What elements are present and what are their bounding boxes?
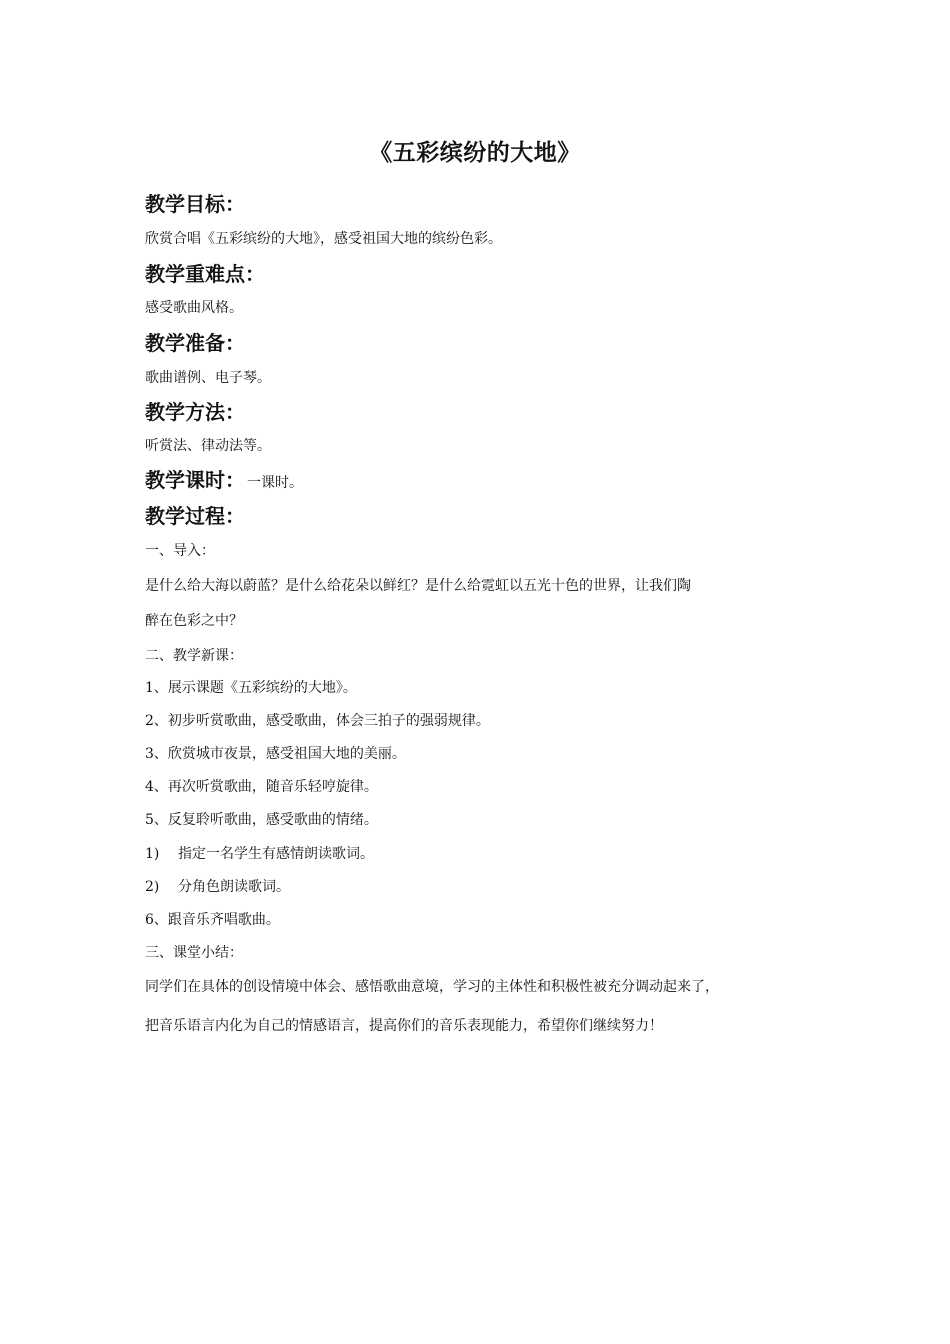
intro-title: 一、导入：: [145, 543, 215, 559]
heading-class-hours: [145, 464, 303, 493]
heading-teaching-goal: 教学目标：: [145, 192, 245, 216]
heading-key-points: 教学重难点：: [145, 262, 265, 286]
sub-step-1: [145, 843, 374, 863]
summary-line-1: 同学们在具体的创设情境中体会、感悟歌曲意境，学习的主体性和积极性被充分调动起来了，: [145, 979, 719, 995]
intro-line-2: 醉在色彩之中？: [145, 613, 243, 629]
sub-step-1-number: 1): [145, 846, 160, 862]
heading-process: 教学过程：: [145, 504, 245, 528]
step-5: 5、反复聆听歌曲，感受歌曲的情绪。: [145, 812, 378, 828]
text-class-hours: 一课时。: [247, 475, 303, 491]
text-teaching-goal: 欣赏合唱《五彩缤纷的大地》，感受祖国大地的缤纷色彩。: [145, 231, 502, 247]
sub-step-2: [145, 876, 290, 896]
step-4: 4、再次听赏歌曲，随音乐轻哼旋律。: [145, 779, 378, 795]
text-preparation: 歌曲谱例、电子琴。: [145, 370, 271, 386]
summary-title: 三、课堂小结：: [145, 945, 243, 961]
step-2: 2、初步听赏歌曲，感受歌曲，体会三拍子的强弱规律。: [145, 713, 490, 729]
step-6: 6、跟音乐齐唱歌曲。: [145, 912, 280, 928]
sub-step-2-number: 2): [145, 879, 160, 895]
heading-class-hours-label: 教学课时：: [145, 468, 245, 492]
sub-step-2-text: 分角色朗读歌词。: [178, 879, 290, 895]
step-1: 1、展示课题《五彩缤纷的大地》。: [145, 680, 357, 696]
document-title: 《五彩缤纷的大地》: [369, 140, 581, 166]
sub-step-1-text: 指定一名学生有感情朗读歌词。: [178, 846, 374, 862]
step-3: 3、欣赏城市夜景，感受祖国大地的美丽。: [145, 746, 406, 762]
summary-line-2: 把音乐语言内化为自己的情感语言，提高你们的音乐表现能力，希望你们继续努力！: [145, 1018, 663, 1034]
text-key-points: 感受歌曲风格。: [145, 300, 243, 316]
text-method: 听赏法、律动法等。: [145, 438, 271, 454]
new-lesson-title: 二、教学新课：: [145, 648, 243, 664]
heading-method: 教学方法：: [145, 400, 245, 424]
heading-preparation: 教学准备：: [145, 331, 245, 355]
intro-line-1: 是什么给大海以蔚蓝？是什么给花朵以鲜红？是什么给霓虹以五光十色的世界，让我们陶: [145, 578, 691, 594]
